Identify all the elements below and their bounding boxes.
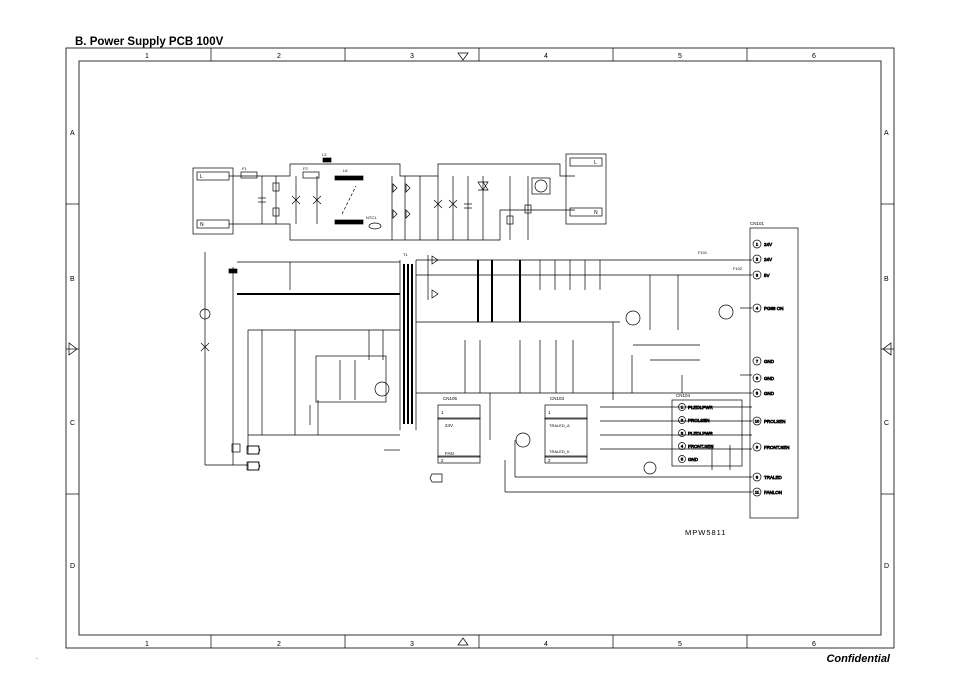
ac-output-connector (566, 154, 606, 224)
cn101-pin-number: 5 (755, 390, 759, 396)
cn101-connector (750, 221, 798, 518)
cn104-pin-label: PLEDLPWR (688, 405, 713, 410)
cn101-pin-label: GND (764, 359, 774, 364)
col-label-top: 1 (145, 53, 149, 60)
row-label-left: D (70, 563, 76, 570)
cn104-pin-label: FRONT.SEN (688, 444, 714, 449)
cn101-pin-label: TRALED (764, 475, 782, 480)
cn105-pin1: 1 (441, 410, 444, 415)
cn104-pin-label: PLEDLPWR (688, 431, 713, 436)
label-f102: F102 (733, 266, 743, 271)
thermistor-ntc1 (369, 223, 381, 229)
cn101-pin-number: 2 (755, 256, 759, 262)
cn103-pin1: 1 (548, 410, 551, 415)
cn104-pin-number: 3 (680, 430, 684, 436)
cn101-pin-number: 10 (754, 418, 760, 424)
cn103-pin2: 2 (548, 458, 551, 463)
ac-line-bottom (229, 224, 420, 240)
cn105-pin2-label: FAN (445, 451, 454, 456)
cn101-name: CN101 (750, 221, 765, 226)
cn101-pin-number: 1 (755, 241, 759, 247)
cn101-pin-number: 8 (755, 474, 759, 480)
cn101-pin-label: FRONT.SEN (764, 445, 790, 450)
cn101-pin-number: 4 (755, 305, 759, 311)
fuse-f1 (241, 172, 257, 178)
cn105-connector (438, 396, 480, 463)
cn104-pin-number: 5 (680, 456, 684, 462)
cn103-pin2-label: TRALED_K (549, 449, 570, 454)
cn103-connector (545, 396, 587, 463)
transformer-t1 (400, 260, 416, 430)
cn101-pin-label: PG88 ON (764, 306, 784, 311)
row-label-right: B (884, 276, 889, 283)
flag-markers (248, 446, 442, 482)
cn101-pin-label: FANLON (764, 490, 783, 495)
col-label-top: 3 (410, 53, 414, 60)
cn104-name: CN104 (676, 393, 691, 398)
cn101-pin-label: PROLSEN (764, 419, 786, 424)
cn105-pin2: 2 (441, 458, 444, 463)
choke-l6 (335, 176, 363, 224)
confidential-mark: Confidential (826, 653, 890, 665)
row-label-left: B (70, 276, 75, 283)
label-f1: F1 (242, 166, 247, 171)
label-f2: F2 (303, 166, 308, 171)
col-label-bottom: 2 (277, 641, 281, 648)
row-label-right: D (884, 563, 890, 570)
row-label-right: A (884, 130, 889, 137)
secondary-side (416, 255, 752, 492)
cn103-pin1-label: TRALED_A (549, 423, 570, 428)
drawing-number: MPW5811 (685, 528, 727, 537)
cn101-pins (753, 240, 790, 496)
cn101-pin-number: 11 (754, 489, 760, 495)
cn101-pin-number: 7 (755, 358, 759, 364)
cn101-pin-label: 24V (764, 242, 773, 247)
bridge-rectifier (392, 176, 420, 240)
row-label-left: C (70, 420, 76, 427)
cn104-pin-number: 1 (680, 404, 684, 410)
cn101-pin-label: 24V (764, 257, 773, 262)
relay-triac-section (420, 164, 575, 240)
ac-in-l: L (200, 174, 203, 180)
cn103-name: CN103 (550, 396, 565, 401)
grid-labels (70, 53, 889, 648)
cn101-pin-label: GND (764, 376, 774, 381)
row-label-right: C (884, 420, 890, 427)
primary-side (200, 252, 400, 470)
col-label-bottom: 5 (678, 641, 682, 648)
fuse-f2 (303, 172, 319, 178)
center-marker-top (458, 53, 468, 60)
col-label-bottom: 6 (812, 641, 816, 648)
col-label-bottom: 1 (145, 641, 149, 648)
page-title: B. Power Supply PCB 100V (75, 36, 224, 48)
label-l3: L3 (322, 152, 327, 157)
cn104-pins (679, 404, 714, 463)
corner-dot: . (36, 655, 38, 661)
cn101-pin-label: 5V (764, 273, 770, 278)
cn101-pin-number: 3 (755, 272, 759, 278)
col-label-top: 2 (277, 53, 281, 60)
row-label-left: A (70, 130, 75, 137)
label-f101: F101 (698, 250, 708, 255)
cn101-pin-number: 6 (755, 375, 759, 381)
label-t1: T1 (403, 252, 408, 257)
cn104-pin-label: PROLSEN (688, 418, 710, 423)
col-label-top: 4 (544, 53, 548, 60)
col-label-bottom: 3 (410, 641, 414, 648)
cn105-name: CN105 (443, 396, 458, 401)
cn101-pin-number: 9 (755, 444, 759, 450)
col-label-top: 6 (812, 53, 816, 60)
cn101-pin-label: GND (764, 391, 774, 396)
cn104-pin-number: 2 (680, 417, 684, 423)
center-marker-bottom (458, 638, 468, 645)
cn104-pin-label: GND (688, 457, 698, 462)
cn105-pin1-label: 24V (445, 423, 454, 428)
ac-in-n: N (200, 222, 204, 228)
ac-out-n: N (594, 210, 598, 216)
line-filter (258, 176, 321, 224)
label-l6: L6 (343, 168, 348, 173)
ac-line-top (229, 164, 420, 176)
col-label-bottom: 4 (544, 641, 548, 648)
inductor-l3 (323, 158, 331, 162)
col-label-top: 5 (678, 53, 682, 60)
label-ntc1: NTC1 (366, 215, 377, 220)
cn104-pin-number: 4 (680, 443, 684, 449)
ac-input-connector (193, 168, 233, 234)
ac-out-l: L (594, 160, 597, 166)
